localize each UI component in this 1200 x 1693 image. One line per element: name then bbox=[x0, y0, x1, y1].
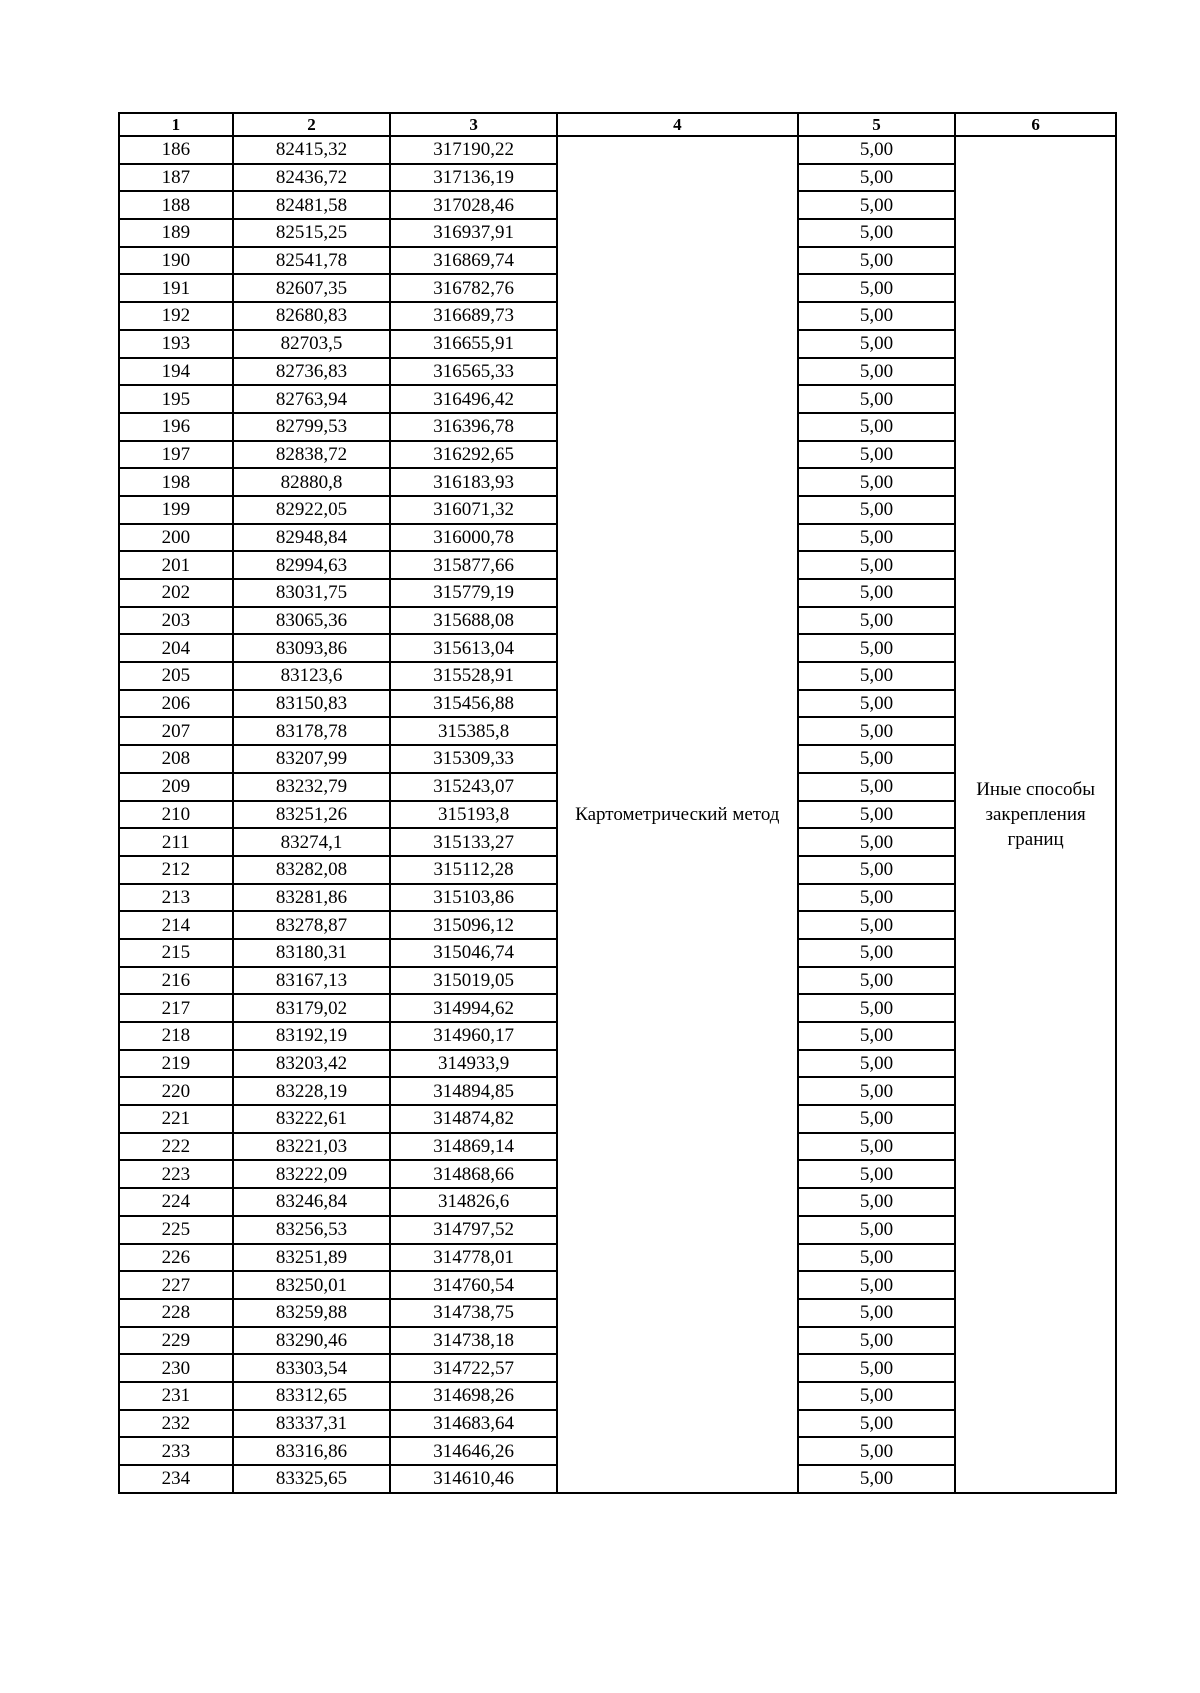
point-number: 208 bbox=[119, 745, 233, 773]
coordinate-y: 315112,28 bbox=[390, 856, 557, 884]
coordinate-y: 316000,78 bbox=[390, 524, 557, 552]
accuracy-value: 5,00 bbox=[798, 136, 955, 164]
coordinate-x: 83192,19 bbox=[233, 1022, 391, 1050]
header-row bbox=[119, 113, 1116, 136]
point-number: 202 bbox=[119, 579, 233, 607]
coordinate-y: 316689,73 bbox=[390, 302, 557, 330]
coordinate-y: 316869,74 bbox=[390, 247, 557, 275]
coordinate-x: 83167,13 bbox=[233, 967, 391, 995]
accuracy-value: 5,00 bbox=[798, 1410, 955, 1438]
accuracy-value: 5,00 bbox=[798, 219, 955, 247]
point-number: 234 bbox=[119, 1465, 233, 1493]
coordinate-x: 82880,8 bbox=[233, 468, 391, 496]
coordinate-y: 314933,9 bbox=[390, 1050, 557, 1078]
point-number: 186 bbox=[119, 136, 233, 164]
coordinate-y: 314960,17 bbox=[390, 1022, 557, 1050]
coordinate-x: 82703,5 bbox=[233, 330, 391, 358]
accuracy-value: 5,00 bbox=[798, 607, 955, 635]
coordinate-y: 316071,32 bbox=[390, 496, 557, 524]
point-number: 200 bbox=[119, 524, 233, 552]
coordinate-y: 314778,01 bbox=[390, 1244, 557, 1272]
point-number: 211 bbox=[119, 828, 233, 856]
coordinate-y: 315688,08 bbox=[390, 607, 557, 635]
accuracy-value: 5,00 bbox=[798, 1271, 955, 1299]
coordinate-y: 317190,22 bbox=[390, 136, 557, 164]
coordinate-x: 83228,19 bbox=[233, 1077, 391, 1105]
coordinate-y: 316183,93 bbox=[390, 468, 557, 496]
point-number: 203 bbox=[119, 607, 233, 635]
header-col-1: 1 bbox=[119, 113, 233, 136]
coordinate-x: 83316,86 bbox=[233, 1437, 391, 1465]
point-number: 199 bbox=[119, 496, 233, 524]
accuracy-value: 5,00 bbox=[798, 413, 955, 441]
coordinate-x: 82680,83 bbox=[233, 302, 391, 330]
coordinate-x: 83251,89 bbox=[233, 1244, 391, 1272]
coordinate-y: 314826,6 bbox=[390, 1188, 557, 1216]
point-number: 198 bbox=[119, 468, 233, 496]
point-number: 192 bbox=[119, 302, 233, 330]
header-col-5: 5 bbox=[798, 113, 955, 136]
coordinate-y: 315613,04 bbox=[390, 634, 557, 662]
accuracy-value: 5,00 bbox=[798, 274, 955, 302]
accuracy-value: 5,00 bbox=[798, 939, 955, 967]
accuracy-value: 5,00 bbox=[798, 330, 955, 358]
coordinate-y: 315193,8 bbox=[390, 801, 557, 829]
accuracy-value: 5,00 bbox=[798, 468, 955, 496]
accuracy-value: 5,00 bbox=[798, 1299, 955, 1327]
point-number: 190 bbox=[119, 247, 233, 275]
accuracy-value: 5,00 bbox=[798, 828, 955, 856]
accuracy-value: 5,00 bbox=[798, 496, 955, 524]
coordinate-x: 83278,87 bbox=[233, 911, 391, 939]
point-number: 219 bbox=[119, 1050, 233, 1078]
point-number: 213 bbox=[119, 884, 233, 912]
coordinate-y: 316655,91 bbox=[390, 330, 557, 358]
point-number: 209 bbox=[119, 773, 233, 801]
accuracy-value: 5,00 bbox=[798, 441, 955, 469]
accuracy-value: 5,00 bbox=[798, 745, 955, 773]
point-number: 230 bbox=[119, 1354, 233, 1382]
coordinate-x: 83251,26 bbox=[233, 801, 391, 829]
accuracy-value: 5,00 bbox=[798, 358, 955, 386]
coordinate-x: 82415,32 bbox=[233, 136, 391, 164]
accuracy-value: 5,00 bbox=[798, 911, 955, 939]
point-number: 222 bbox=[119, 1133, 233, 1161]
point-number: 216 bbox=[119, 967, 233, 995]
accuracy-value: 5,00 bbox=[798, 856, 955, 884]
point-number: 206 bbox=[119, 690, 233, 718]
accuracy-value: 5,00 bbox=[798, 1465, 955, 1493]
accuracy-value: 5,00 bbox=[798, 1188, 955, 1216]
coordinate-y: 314868,66 bbox=[390, 1160, 557, 1188]
point-number: 189 bbox=[119, 219, 233, 247]
fixing-method-cell: Иные способы закрепления границ bbox=[955, 136, 1116, 1493]
point-number: 226 bbox=[119, 1244, 233, 1272]
accuracy-value: 5,00 bbox=[798, 1437, 955, 1465]
coordinate-y: 315133,27 bbox=[390, 828, 557, 856]
point-number: 220 bbox=[119, 1077, 233, 1105]
coordinate-x: 83222,09 bbox=[233, 1160, 391, 1188]
accuracy-value: 5,00 bbox=[798, 1133, 955, 1161]
accuracy-value: 5,00 bbox=[798, 1382, 955, 1410]
coordinate-x: 83337,31 bbox=[233, 1410, 391, 1438]
coordinate-y: 314610,46 bbox=[390, 1465, 557, 1493]
point-number: 205 bbox=[119, 662, 233, 690]
coordinate-y: 316565,33 bbox=[390, 358, 557, 386]
point-number: 215 bbox=[119, 939, 233, 967]
coordinate-x: 83222,61 bbox=[233, 1105, 391, 1133]
accuracy-value: 5,00 bbox=[798, 1160, 955, 1188]
accuracy-value: 5,00 bbox=[798, 884, 955, 912]
coordinate-x: 83282,08 bbox=[233, 856, 391, 884]
coordinates-table bbox=[118, 112, 1117, 1494]
accuracy-value: 5,00 bbox=[798, 302, 955, 330]
coordinate-x: 83150,83 bbox=[233, 690, 391, 718]
coordinate-x: 83180,31 bbox=[233, 939, 391, 967]
accuracy-value: 5,00 bbox=[798, 1050, 955, 1078]
point-number: 223 bbox=[119, 1160, 233, 1188]
coordinate-x: 83303,54 bbox=[233, 1354, 391, 1382]
point-number: 193 bbox=[119, 330, 233, 358]
accuracy-value: 5,00 bbox=[798, 551, 955, 579]
coordinate-x: 82994,63 bbox=[233, 551, 391, 579]
coordinate-x: 83178,78 bbox=[233, 717, 391, 745]
point-number: 207 bbox=[119, 717, 233, 745]
coordinate-y: 315243,07 bbox=[390, 773, 557, 801]
coordinate-x: 83281,86 bbox=[233, 884, 391, 912]
table-body bbox=[119, 136, 1116, 1493]
accuracy-value: 5,00 bbox=[798, 1022, 955, 1050]
header-col-4: 4 bbox=[557, 113, 798, 136]
coordinate-y: 316782,76 bbox=[390, 274, 557, 302]
accuracy-value: 5,00 bbox=[798, 191, 955, 219]
header-col-3: 3 bbox=[390, 113, 557, 136]
accuracy-value: 5,00 bbox=[798, 662, 955, 690]
point-number: 227 bbox=[119, 1271, 233, 1299]
coordinate-y: 314797,52 bbox=[390, 1216, 557, 1244]
coordinate-x: 83179,02 bbox=[233, 994, 391, 1022]
accuracy-value: 5,00 bbox=[798, 524, 955, 552]
accuracy-value: 5,00 bbox=[798, 164, 955, 192]
coordinate-y: 315779,19 bbox=[390, 579, 557, 607]
accuracy-value: 5,00 bbox=[798, 1327, 955, 1355]
point-number: 212 bbox=[119, 856, 233, 884]
point-number: 187 bbox=[119, 164, 233, 192]
coordinate-x: 82948,84 bbox=[233, 524, 391, 552]
coordinate-x: 83203,42 bbox=[233, 1050, 391, 1078]
point-number: 231 bbox=[119, 1382, 233, 1410]
coordinate-x: 82763,94 bbox=[233, 385, 391, 413]
accuracy-value: 5,00 bbox=[798, 994, 955, 1022]
accuracy-value: 5,00 bbox=[798, 1244, 955, 1272]
coordinate-x: 82436,72 bbox=[233, 164, 391, 192]
coordinate-y: 314683,64 bbox=[390, 1410, 557, 1438]
coordinate-y: 314738,18 bbox=[390, 1327, 557, 1355]
coordinate-y: 314760,54 bbox=[390, 1271, 557, 1299]
accuracy-value: 5,00 bbox=[798, 801, 955, 829]
coordinate-y: 317136,19 bbox=[390, 164, 557, 192]
point-number: 225 bbox=[119, 1216, 233, 1244]
coordinate-x: 82922,05 bbox=[233, 496, 391, 524]
coordinate-x: 82515,25 bbox=[233, 219, 391, 247]
coordinate-x: 82736,83 bbox=[233, 358, 391, 386]
coordinate-y: 315096,12 bbox=[390, 911, 557, 939]
coordinate-x: 83259,88 bbox=[233, 1299, 391, 1327]
accuracy-value: 5,00 bbox=[798, 385, 955, 413]
coordinate-x: 83290,46 bbox=[233, 1327, 391, 1355]
method-cell: Картометрический метод bbox=[557, 136, 798, 1493]
coordinate-y: 315877,66 bbox=[390, 551, 557, 579]
coordinate-x: 82541,78 bbox=[233, 247, 391, 275]
point-number: 233 bbox=[119, 1437, 233, 1465]
accuracy-value: 5,00 bbox=[798, 690, 955, 718]
point-number: 210 bbox=[119, 801, 233, 829]
coordinate-x: 83031,75 bbox=[233, 579, 391, 607]
coordinate-x: 83312,65 bbox=[233, 1382, 391, 1410]
coordinate-y: 314738,75 bbox=[390, 1299, 557, 1327]
coordinate-x: 83274,1 bbox=[233, 828, 391, 856]
point-number: 214 bbox=[119, 911, 233, 939]
accuracy-value: 5,00 bbox=[798, 634, 955, 662]
coordinate-y: 316937,91 bbox=[390, 219, 557, 247]
accuracy-value: 5,00 bbox=[798, 773, 955, 801]
point-number: 218 bbox=[119, 1022, 233, 1050]
coordinate-y: 314874,82 bbox=[390, 1105, 557, 1133]
point-number: 204 bbox=[119, 634, 233, 662]
coordinate-y: 315385,8 bbox=[390, 717, 557, 745]
point-number: 232 bbox=[119, 1410, 233, 1438]
accuracy-value: 5,00 bbox=[798, 1077, 955, 1105]
coordinate-y: 314894,85 bbox=[390, 1077, 557, 1105]
accuracy-value: 5,00 bbox=[798, 967, 955, 995]
coordinate-x: 83123,6 bbox=[233, 662, 391, 690]
coordinate-y: 315046,74 bbox=[390, 939, 557, 967]
point-number: 197 bbox=[119, 441, 233, 469]
point-number: 191 bbox=[119, 274, 233, 302]
coordinate-x: 83221,03 bbox=[233, 1133, 391, 1161]
coordinate-x: 83065,36 bbox=[233, 607, 391, 635]
table-row bbox=[119, 136, 1116, 164]
coordinate-y: 317028,46 bbox=[390, 191, 557, 219]
coordinate-x: 83256,53 bbox=[233, 1216, 391, 1244]
coordinate-x: 82838,72 bbox=[233, 441, 391, 469]
coordinate-y: 314994,62 bbox=[390, 994, 557, 1022]
coordinate-x: 83246,84 bbox=[233, 1188, 391, 1216]
coordinate-y: 315456,88 bbox=[390, 690, 557, 718]
coordinate-x: 82799,53 bbox=[233, 413, 391, 441]
point-number: 224 bbox=[119, 1188, 233, 1216]
coordinate-x: 83250,01 bbox=[233, 1271, 391, 1299]
coordinate-y: 315103,86 bbox=[390, 884, 557, 912]
coordinate-y: 314722,57 bbox=[390, 1354, 557, 1382]
coordinate-x: 82481,58 bbox=[233, 191, 391, 219]
point-number: 188 bbox=[119, 191, 233, 219]
coordinate-x: 82607,35 bbox=[233, 274, 391, 302]
accuracy-value: 5,00 bbox=[798, 1354, 955, 1382]
coordinate-y: 315309,33 bbox=[390, 745, 557, 773]
point-number: 217 bbox=[119, 994, 233, 1022]
point-number: 194 bbox=[119, 358, 233, 386]
header-col-6: 6 bbox=[955, 113, 1116, 136]
coordinate-y: 314869,14 bbox=[390, 1133, 557, 1161]
accuracy-value: 5,00 bbox=[798, 247, 955, 275]
coordinate-x: 83207,99 bbox=[233, 745, 391, 773]
point-number: 228 bbox=[119, 1299, 233, 1327]
coordinate-y: 316292,65 bbox=[390, 441, 557, 469]
coordinate-y: 315528,91 bbox=[390, 662, 557, 690]
coordinate-x: 83232,79 bbox=[233, 773, 391, 801]
point-number: 195 bbox=[119, 385, 233, 413]
coordinate-y: 315019,05 bbox=[390, 967, 557, 995]
point-number: 229 bbox=[119, 1327, 233, 1355]
point-number: 196 bbox=[119, 413, 233, 441]
coordinate-y: 316496,42 bbox=[390, 385, 557, 413]
coordinate-y: 314646,26 bbox=[390, 1437, 557, 1465]
accuracy-value: 5,00 bbox=[798, 579, 955, 607]
accuracy-value: 5,00 bbox=[798, 717, 955, 745]
header-col-2: 2 bbox=[233, 113, 391, 136]
point-number: 201 bbox=[119, 551, 233, 579]
coordinate-x: 83325,65 bbox=[233, 1465, 391, 1493]
coordinate-y: 316396,78 bbox=[390, 413, 557, 441]
coordinate-x: 83093,86 bbox=[233, 634, 391, 662]
point-number: 221 bbox=[119, 1105, 233, 1133]
accuracy-value: 5,00 bbox=[798, 1105, 955, 1133]
coordinate-y: 314698,26 bbox=[390, 1382, 557, 1410]
accuracy-value: 5,00 bbox=[798, 1216, 955, 1244]
